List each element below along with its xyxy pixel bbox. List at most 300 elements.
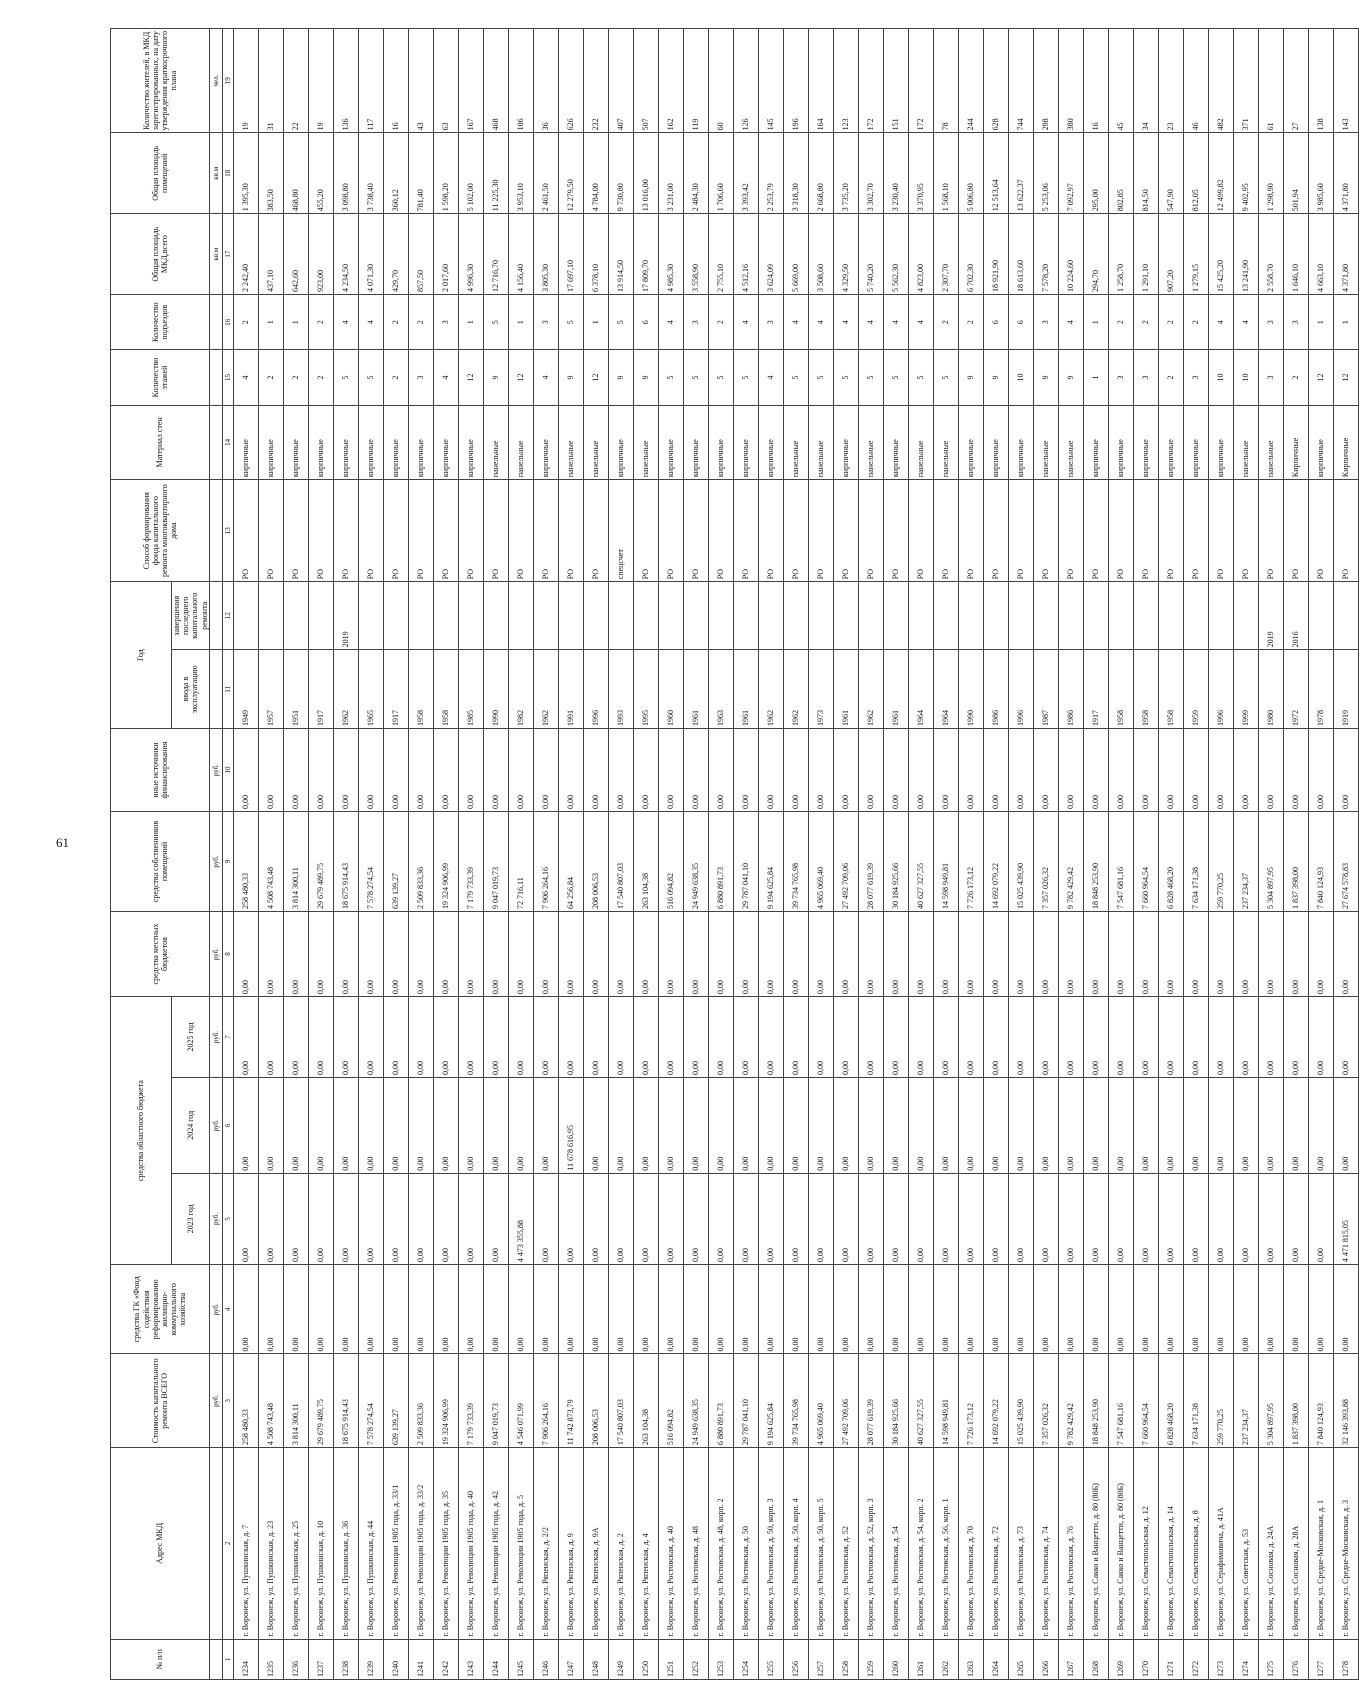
table-row [308,29,333,1680]
total-cost-cell: 263 104,38 [633,1354,658,1448]
local-budget-cell: 0,00 [383,912,408,997]
unit-cell [209,405,222,479]
year-last-repair-cell [1058,582,1083,650]
other-sources-cell: 0,00 [508,729,533,812]
premises-area-cell: 3 735,20 [833,133,858,214]
row-number: 1251 [658,1639,683,1679]
entrances-cell: 1 [583,295,608,350]
local-budget-cell: 0,00 [833,912,858,997]
premises-area-cell: 547,90 [1158,133,1183,214]
residents-cell: 119 [683,29,708,133]
year-commission-cell: 1962 [333,650,358,729]
total-area-cell: 4 071,30 [358,214,383,295]
year-last-repair-cell [783,582,808,650]
local-budget-cell: 0,00 [1208,912,1233,997]
wall-material-cell: кирпичные [1183,405,1208,479]
year-last-repair-cell [933,582,958,650]
local-budget-cell: 0,00 [858,912,883,997]
header-year-group: Год [111,582,172,729]
local-budget-cell: 0,00 [283,912,308,997]
year-last-repair-cell [833,582,858,650]
year-commission-cell: 1962 [783,650,808,729]
residents-cell: 78 [933,29,958,133]
address-cell: г. Воронеж, ул. Севастопольская, д. 8 [1183,1448,1208,1639]
fund-cell: 0,00 [1083,1265,1108,1354]
local-budget-cell: 0,00 [733,912,758,997]
entrances-cell: 2 [383,295,408,350]
regional-2024-cell: 0,00 [783,1077,808,1173]
table-row [808,29,833,1680]
year-last-repair-cell: 2019 [1258,582,1283,650]
total-cost-cell: 7 906 264,16 [533,1354,558,1448]
regional-2024-cell: 0,00 [883,1077,908,1173]
regional-2023-cell: 0,00 [833,1173,858,1264]
total-cost-cell: 18 848 253,90 [1083,1354,1108,1448]
premises-area-cell: 3 098,80 [333,133,358,214]
fund-cell: 0,00 [1033,1265,1058,1354]
owners-funds-cell: 29 679 489,75 [308,812,333,912]
fund-cell: 0,00 [983,1265,1008,1354]
regional-2023-cell: 0,00 [258,1173,283,1264]
year-commission-cell: 1982 [508,650,533,729]
table-row [1258,29,1283,1680]
regional-2024-cell: 0,00 [1058,1077,1083,1173]
year-commission-cell: 1972 [1283,650,1308,729]
owners-funds-cell: 17 540 807,03 [608,812,633,912]
table-row [633,29,658,1680]
regional-2023-cell: 0,00 [758,1173,783,1264]
owners-funds-cell: 39 734 765,98 [783,812,808,912]
total-cost-cell: 4 965 069,40 [808,1354,833,1448]
address-cell: г. Воронеж, ул. Сакко и Ванцетти, д. 80 (80Б) [1108,1448,1133,1639]
residents-cell: 371 [1233,29,1258,133]
owners-funds-cell: 639 139,27 [383,812,408,912]
fund-cell: 0,00 [583,1265,608,1354]
entrances-cell: 3 [758,295,783,350]
regional-2025-cell: 0,00 [1258,997,1283,1078]
regional-2024-cell: 0,00 [408,1077,433,1173]
entrances-cell: 1 [458,295,483,350]
entrances-cell: 5 [558,295,583,350]
residents-cell: 31 [258,29,283,133]
table-row [758,29,783,1680]
floors-cell: 5 [808,350,833,405]
fund-cell: 0,00 [1258,1265,1283,1354]
total-area-cell: 437,10 [258,214,283,295]
row-number: 1258 [833,1639,858,1679]
floors-cell: 10 [1008,350,1033,405]
total-cost-cell: 639 139,27 [383,1354,408,1448]
total-area-cell: 4 371,80 [1333,214,1358,295]
regional-2024-cell: 0,00 [683,1077,708,1173]
entrances-cell: 1 [1333,295,1358,350]
table-row [558,29,583,1680]
method-cell: РО [1308,480,1333,582]
total-cost-cell: 30 184 925,66 [883,1354,908,1448]
residents-cell: 138 [1308,29,1333,133]
table-row [608,29,633,1680]
other-sources-cell: 0,00 [383,729,408,812]
regional-2025-cell: 0,00 [858,997,883,1078]
regional-2024-cell: 0,00 [933,1077,958,1173]
entrances-cell: 1 [1083,295,1108,350]
premises-area-cell: 13 622,37 [1008,133,1033,214]
method-cell: РО [908,480,933,582]
regional-2023-cell: 0,00 [658,1173,683,1264]
regional-2023-cell: 0,00 [733,1173,758,1264]
year-commission-cell: 1962 [533,650,558,729]
method-cell: РО [758,480,783,582]
unit-cell [209,1448,222,1639]
other-sources-cell: 0,00 [833,729,858,812]
residents-cell: 164 [808,29,833,133]
total-area-cell: 4 156,40 [508,214,533,295]
total-cost-cell: 9 194 625,84 [758,1354,783,1448]
premises-area-cell: 3 370,95 [908,133,933,214]
entrances-cell: 5 [608,295,633,350]
total-cost-cell: 7 357 026,32 [1033,1354,1058,1448]
table-row [1208,29,1233,1680]
other-sources-cell: 0,00 [958,729,983,812]
owners-funds-cell: 7 840 124,93 [1308,812,1333,912]
row-number: 1252 [683,1639,708,1679]
regional-2025-cell: 0,00 [558,997,583,1078]
regional-2025-cell: 0,00 [1333,997,1358,1078]
owners-funds-cell: 6 880 891,73 [708,812,733,912]
floors-cell: 9 [1058,350,1083,405]
other-sources-cell: 0,00 [558,729,583,812]
total-cost-cell: 11 742 873,79 [558,1354,583,1448]
regional-2025-cell: 0,00 [933,997,958,1078]
owners-funds-cell: 4 965 069,40 [808,812,833,912]
local-budget-cell: 0,00 [1183,912,1208,997]
year-commission-cell: 1962 [758,650,783,729]
regional-2023-cell: 0,00 [1283,1173,1308,1264]
wall-material-cell: кирпичные [258,405,283,479]
total-cost-cell: 17 540 807,03 [608,1354,633,1448]
year-last-repair-cell [608,582,633,650]
regional-2023-cell: 0,00 [683,1173,708,1264]
premises-area-cell: 814,50 [1133,133,1158,214]
floors-cell: 9 [483,350,508,405]
premises-area-cell: 4 371,80 [1333,133,1358,214]
regional-2023-cell: 0,00 [1133,1173,1158,1264]
regional-2024-cell: 0,00 [1183,1077,1208,1173]
year-commission-cell: 1980 [1258,650,1283,729]
regional-2023-cell: 0,00 [608,1173,633,1264]
regional-2023-cell: 0,00 [1008,1173,1033,1264]
header-other: иные источники финансирования [111,729,210,812]
row-number: 1277 [1308,1639,1333,1679]
header-regional: средства областного бюджета [111,997,172,1265]
owners-funds-cell: 14 598 949,81 [933,812,958,912]
residents-cell: 482 [1208,29,1233,133]
unit-cell: руб. [209,729,222,812]
year-commission-cell: 1958 [1108,650,1133,729]
regional-2025-cell: 0,00 [1058,997,1083,1078]
regional-2025-cell: 0,00 [608,997,633,1078]
regional-2023-cell: 0,00 [1308,1173,1333,1264]
year-last-repair-cell [908,582,933,650]
year-last-repair-cell [1333,582,1358,650]
fund-cell: 0,00 [483,1265,508,1354]
regional-2025-cell: 0,00 [483,997,508,1078]
regional-2024-cell: 0,00 [758,1077,783,1173]
local-budget-cell: 0,00 [1008,912,1033,997]
unit-cell [209,1639,222,1679]
total-cost-cell: 7 726 173,12 [958,1354,983,1448]
total-cost-cell: 208 006,53 [583,1354,608,1448]
total-area-cell: 13 914,50 [608,214,633,295]
table-row [733,29,758,1680]
unit-cell [209,295,222,350]
header-2023: 2023 год [172,1173,210,1264]
regional-2024-cell: 0,00 [1258,1077,1283,1173]
wall-material-cell: панельные [858,405,883,479]
other-sources-cell: 0,00 [908,729,933,812]
fund-cell: 0,00 [1108,1265,1133,1354]
regional-2025-cell: 0,00 [1133,997,1158,1078]
fund-cell: 0,00 [333,1265,358,1354]
residents-cell: 61 [1258,29,1283,133]
regional-2024-cell: 0,00 [583,1077,608,1173]
column-number: 8 [222,912,233,997]
wall-material-cell: панельные [508,405,533,479]
floors-cell: 3 [408,350,433,405]
address-cell: г. Воронеж, ул. Пушкинская, д. 10 [308,1448,333,1639]
premises-area-cell: 812,05 [1183,133,1208,214]
floors-cell: 9 [983,350,1008,405]
table-row [1033,29,1058,1680]
total-cost-cell: 6 880 891,73 [708,1354,733,1448]
total-cost-cell: 15 025 439,90 [1008,1354,1033,1448]
fund-cell: 0,00 [433,1265,458,1354]
regional-2025-cell: 0,00 [983,997,1008,1078]
floors-cell: 5 [933,350,958,405]
method-cell: РО [433,480,458,582]
total-cost-cell: 7 660 964,54 [1133,1354,1158,1448]
wall-material-cell: кирпичные [408,405,433,479]
regional-2025-cell: 0,00 [1283,997,1308,1078]
entrances-cell: 3 [433,295,458,350]
regional-2025-cell: 0,00 [308,997,333,1078]
regional-2023-cell: 0,00 [808,1173,833,1264]
fund-cell: 0,00 [858,1265,883,1354]
column-number: 12 [222,582,233,650]
table-row [958,29,983,1680]
header-fund: средства ГК «Фонд содействия реформированию жилищно-коммунального хозяйства [111,1265,210,1354]
wall-material-cell: кирпичные [608,405,633,479]
regional-2024-cell: 0,00 [858,1077,883,1173]
method-cell: РО [983,480,1008,582]
total-area-cell: 907,20 [1158,214,1183,295]
owners-funds-cell: 3 814 300,11 [283,812,308,912]
row-number: 1234 [233,1639,258,1679]
premises-area-cell: 1 706,60 [708,133,733,214]
total-area-cell: 3 805,30 [533,214,558,295]
premises-area-cell: 3 230,40 [883,133,908,214]
total-area-cell: 1 291,10 [1133,214,1158,295]
address-cell: г. Воронеж, ул. Севастопольская, д. 14 [1158,1448,1183,1639]
header-year-commission: ввода в эксплуатацию [172,650,210,729]
address-cell: г. Воронеж, ул. Ряпенская, д. 2/2 [533,1448,558,1639]
method-cell: РО [958,480,983,582]
row-number: 1244 [483,1639,508,1679]
year-commission-cell: 1961 [883,650,908,729]
premises-area-cell: 5 102,00 [458,133,483,214]
local-budget-cell: 0,00 [933,912,958,997]
regional-2023-cell: 0,00 [783,1173,808,1264]
table-row [1058,29,1083,1680]
regional-2025-cell: 0,00 [1033,997,1058,1078]
year-last-repair-cell [408,582,433,650]
unit-cell: руб. [209,1077,222,1173]
premises-area-cell: 12 513,64 [983,133,1008,214]
regional-2023-cell: 0,00 [858,1173,883,1264]
table-row [533,29,558,1680]
column-number: 9 [222,812,233,912]
table-row [983,29,1008,1680]
other-sources-cell: 0,00 [933,729,958,812]
unit-cell: руб. [209,997,222,1078]
table-row [233,29,258,1680]
local-budget-cell: 0,00 [633,912,658,997]
address-cell: г. Воронеж, ул. Ростовская, д. 73 [1008,1448,1033,1639]
method-cell: РО [858,480,883,582]
regional-2023-cell: 0,00 [583,1173,608,1264]
local-budget-cell: 0,00 [358,912,383,997]
residents-cell: 162 [658,29,683,133]
address-cell: г. Воронеж, ул. Революции 1905 года, д. 5 [508,1448,533,1639]
regional-2023-cell: 0,00 [408,1173,433,1264]
total-area-cell: 4 512,16 [733,214,758,295]
residents-cell: 34 [1133,29,1158,133]
fund-cell: 0,00 [258,1265,283,1354]
unit-cell: руб. [209,1354,222,1448]
address-cell: г. Воронеж, ул. Сакко и Ванцетти, д. 80 (80Б) [1083,1448,1108,1639]
total-cost-cell: 5 304 897,95 [1258,1354,1283,1448]
floors-cell: 4 [233,350,258,405]
total-area-cell: 857,50 [408,214,433,295]
table-row [1108,29,1133,1680]
entrances-cell: 5 [483,295,508,350]
regional-2023-cell: 0,00 [458,1173,483,1264]
other-sources-cell: 0,00 [458,729,483,812]
total-area-cell: 3 558,90 [683,214,708,295]
entrances-cell: 4 [333,295,358,350]
other-sources-cell: 0,00 [708,729,733,812]
year-last-repair-cell [358,582,383,650]
total-cost-cell: 40 627 327,55 [908,1354,933,1448]
row-number: 1246 [533,1639,558,1679]
fund-cell: 0,00 [883,1265,908,1354]
total-area-cell: 3 624,09 [758,214,783,295]
entrances-cell: 2 [708,295,733,350]
row-number: 1243 [458,1639,483,1679]
floors-cell: 3 [1258,350,1283,405]
residents-cell: 27 [1283,29,1308,133]
row-number: 1266 [1033,1639,1058,1679]
method-cell: РО [533,480,558,582]
wall-material-cell: кирпичные [1133,405,1158,479]
year-commission-cell: 1965 [358,650,383,729]
method-cell: РО [883,480,908,582]
regional-2024-cell: 0,00 [658,1077,683,1173]
address-cell: г. Воронеж, ул. Ростовская, д. 74 [1033,1448,1058,1639]
method-cell: РО [783,480,808,582]
fund-cell: 0,00 [533,1265,558,1354]
premises-area-cell: 4 784,00 [583,133,608,214]
year-last-repair-cell [1083,582,1108,650]
floors-cell: 9 [608,350,633,405]
table-row [1283,29,1308,1680]
address-cell: г. Воронеж, ул. Ростовская, д. 50, корп. 3 [758,1448,783,1639]
regional-2024-cell: 0,00 [483,1077,508,1173]
header-entrances: Количество подъездов [111,295,210,350]
local-budget-cell: 0,00 [758,912,783,997]
row-number: 1245 [508,1639,533,1679]
table-row [383,29,408,1680]
fund-cell: 0,00 [808,1265,833,1354]
total-area-cell: 1 258,70 [1108,214,1133,295]
year-last-repair-cell [1158,582,1183,650]
table-row [1183,29,1208,1680]
wall-material-cell: панельные [783,405,808,479]
total-cost-cell: 9 782 429,42 [1058,1354,1083,1448]
premises-area-cell: 1 598,20 [433,133,458,214]
address-cell: г. Воронеж, ул. Ростовская, д. 70 [958,1448,983,1639]
owners-funds-cell: 259 770,25 [1208,812,1233,912]
column-number: 18 [222,133,233,214]
regional-2023-cell: 0,00 [283,1173,308,1264]
year-commission-cell: 1996 [1208,650,1233,729]
premises-area-cell: 3 231,00 [658,133,683,214]
owners-funds-cell: 5 304 897,95 [1258,812,1283,912]
wall-material-cell: кирпичные [958,405,983,479]
total-area-cell: 10 224,60 [1058,214,1083,295]
regional-2024-cell: 0,00 [1033,1077,1058,1173]
table-row [258,29,283,1680]
entrances-cell: 6 [1008,295,1033,350]
regional-2025-cell: 0,00 [1233,997,1258,1078]
row-number: 1272 [1183,1639,1208,1679]
floors-cell: 9 [1033,350,1058,405]
owners-funds-cell: 19 324 906,99 [433,812,458,912]
residents-cell: 380 [1058,29,1083,133]
wall-material-cell: кирпичные [658,405,683,479]
fund-cell: 0,00 [733,1265,758,1354]
regional-2023-cell: 0,00 [1208,1173,1233,1264]
owners-funds-cell: 64 256,84 [558,812,583,912]
year-commission-cell: 1962 [858,650,883,729]
year-commission-cell: 1986 [1058,650,1083,729]
regional-2023-cell: 0,00 [1183,1173,1208,1264]
local-budget-cell: 0,00 [533,912,558,997]
header-num: № п/п [111,1639,210,1679]
local-budget-cell: 0,00 [658,912,683,997]
row-number: 1242 [433,1639,458,1679]
floors-cell: 5 [908,350,933,405]
header-total-area: Общая площадь МКД,всего [111,214,210,295]
fund-cell: 0,00 [1208,1265,1233,1354]
wall-material-cell: кирпичные [233,405,258,479]
local-budget-cell: 0,00 [508,912,533,997]
year-last-repair-cell [633,582,658,650]
entrances-cell: 3 [1033,295,1058,350]
local-budget-cell: 0,00 [1333,912,1358,997]
method-cell: РО [558,480,583,582]
regional-2024-cell: 0,00 [1308,1077,1333,1173]
